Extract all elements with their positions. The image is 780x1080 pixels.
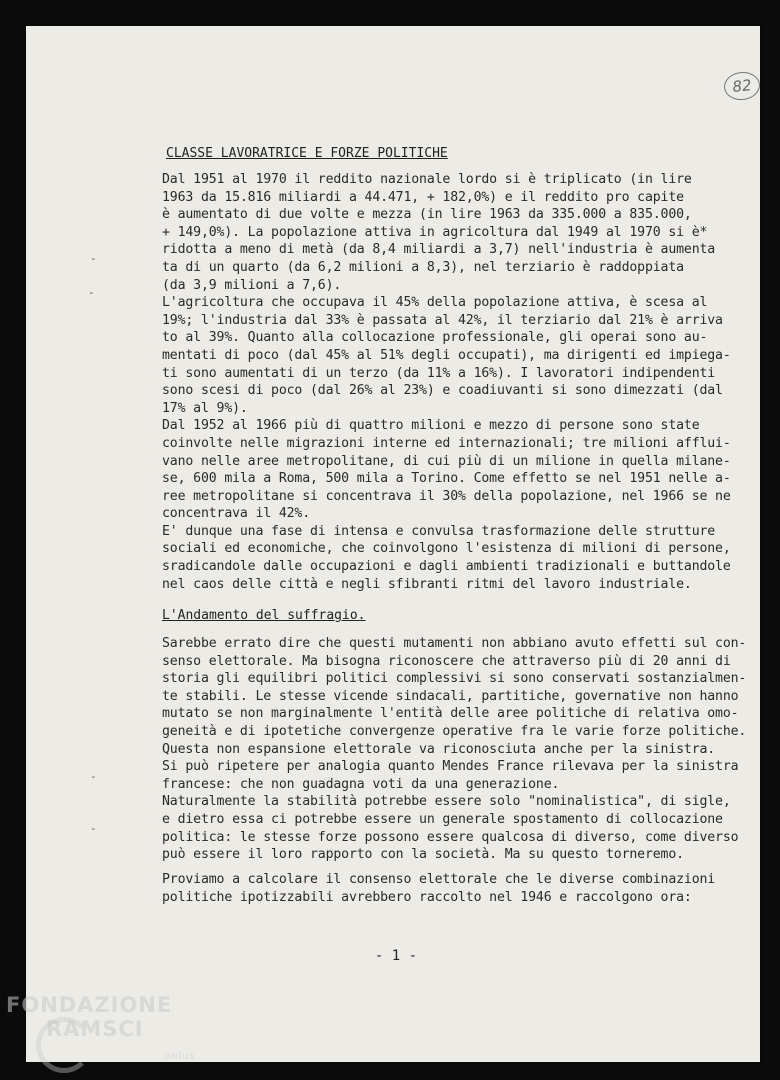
document-page <box>26 26 760 1062</box>
text-line: ridotta a meno di metà (da 8,4 miliardi a 3,7) nell'industria è aumenta <box>162 242 716 258</box>
text-line: nel caos delle città e negli sfibranti ritmi del lavoro industriale. <box>162 576 692 592</box>
margin-mark: - <box>90 252 97 265</box>
text-line: Dal 1951 al 1970 il reddito nazionale lordo si è triplicato (in lire <box>162 172 692 187</box>
text-line: politiche ipotizzabili avrebbero raccolto nel 1946 e raccolgono ora: <box>162 889 692 905</box>
text-line: Naturalmente la stabilità potrebbe essere solo "nominalistica", di sigle, <box>162 794 731 810</box>
text-line: 19%; l'industria dal 33% è passata al 42%, il terziario dal 21% è arriva <box>162 312 723 328</box>
text-line: storia gli equilibri politici complessivi si sono conservati sostanzialmen- <box>162 671 747 687</box>
text-line: Sarebbe errato dire che questi mutamenti non abbiano avuto effetti sul con- <box>162 636 747 651</box>
margin-mark: - <box>88 286 95 299</box>
text-line: mentati di poco (dal 45% al 51% degli occupati), ma dirigenti ed impiega- <box>162 347 731 363</box>
text-line: se, 600 mila a Roma, 500 mila a Torino. Come effetto se nel 1951 nelle a- <box>162 471 731 487</box>
text-line: mutato se non marginalmente l'entità delle aree politiche di relativa omo- <box>162 706 739 722</box>
text-line: e dietro essa ci potrebbe essere un generale spostamento di collocazione <box>162 811 723 827</box>
text-line: senso elettorale. Ma bisogna riconoscere che attraverso più di 20 anni di <box>162 653 731 669</box>
text-line: to al 39%. Quanto alla collocazione professionale, gli operai sono au- <box>162 330 708 346</box>
fondazione-gramsci-watermark <box>6 993 196 1062</box>
text-line: vano nelle aree metropolitane, di cui più di un milione in quella milane- <box>162 453 731 469</box>
text-line: coinvolte nelle migrazioni interne ed internazionali; tre milioni afflui- <box>162 435 731 451</box>
watermark-g-logo-icon <box>36 1017 92 1073</box>
section-subtitle: L'Andamento del suffragio. <box>162 608 366 623</box>
text-line: ta di un quarto (da 6,2 milioni a 8,3), nel terziario è raddoppiata <box>162 259 684 275</box>
text-line: ti sono aumentati di un terzo (da 11% a 16%). I lavoratori indipendenti <box>162 365 716 381</box>
text-line: concentrava il 42%. <box>162 506 311 522</box>
margin-mark: - <box>90 822 97 835</box>
watermark-line2: RAMSCI <box>46 1017 144 1041</box>
text-line: 17% al 9%). <box>162 400 248 416</box>
archive-number-stamp: 82 <box>723 70 762 102</box>
margin-mark: - <box>90 770 97 783</box>
text-line: ree metropolitane si concentrava il 30% della popolazione, nel 1966 se ne <box>162 488 731 504</box>
section-1-body <box>162 171 731 593</box>
text-line: + 149,0%). La popolazione attiva in agricoltura dal 1949 al 1970 si è* <box>162 224 708 240</box>
watermark-line1: FONDAZIONE <box>6 993 173 1017</box>
text-line: te stabili. Le stesse vicende sindacali, partitiche, governative non hanno <box>162 688 739 704</box>
text-line: E' dunque una fase di intensa e convulsa trasformazione delle strutture <box>162 523 716 539</box>
text-line: 1963 da 15.816 miliardi a 44.471, + 182,0%) e il reddito pro capite <box>162 189 684 205</box>
text-line: sono scesi di poco (dal 26% al 23%) e coadiuvanti si sono dimezzati (dal <box>162 383 723 399</box>
watermark-line3: onlus <box>164 1051 196 1062</box>
page-number: - 1 - <box>374 948 418 964</box>
text-line: geneità e di ipotetiche convergenze operative fra le varie forze politiche. <box>162 723 747 739</box>
text-line: (da 3,9 milioni a 7,6). <box>162 277 342 293</box>
text-line: sradicandole dalle occupazioni e dagli ambienti tradizionali e buttandole <box>162 559 731 575</box>
text-line: Dal 1952 al 1966 più di quattro milioni e mezzo di persone sono state <box>162 418 700 434</box>
text-line: è aumentato di due volte e mezza (in lire 1963 da 335.000 a 835.000, <box>162 207 692 223</box>
text-line: Si può ripetere per analogia quanto Mendes France rilevava per la sinistra <box>162 759 739 775</box>
text-line: sociali ed economiche, che coinvolgono l'esistenza di milioni di persone, <box>162 541 731 557</box>
text-line: politica: le stesse forze possono essere qualcosa di diverso, come diverso <box>162 829 739 845</box>
document-title: CLASSE LAVORATRICE E FORZE POLITICHE <box>166 146 448 161</box>
text-line: Questa non espansione elettorale va riconosciuta anche per la sinistra. <box>162 741 716 757</box>
section-2-body <box>162 635 747 864</box>
section-3-body <box>162 871 722 906</box>
text-line: francese: che non guadagna voti da una generazione. <box>162 776 560 792</box>
text-line: può essere il loro rapporto con la società. Ma su questo torneremo. <box>162 847 684 863</box>
text-line: L'agricoltura che occupava il 45% della popolazione attiva, è scesa al <box>162 295 708 311</box>
text-line: Proviamo a calcolare il consenso elettorale che le diverse combinazioni <box>162 872 716 887</box>
